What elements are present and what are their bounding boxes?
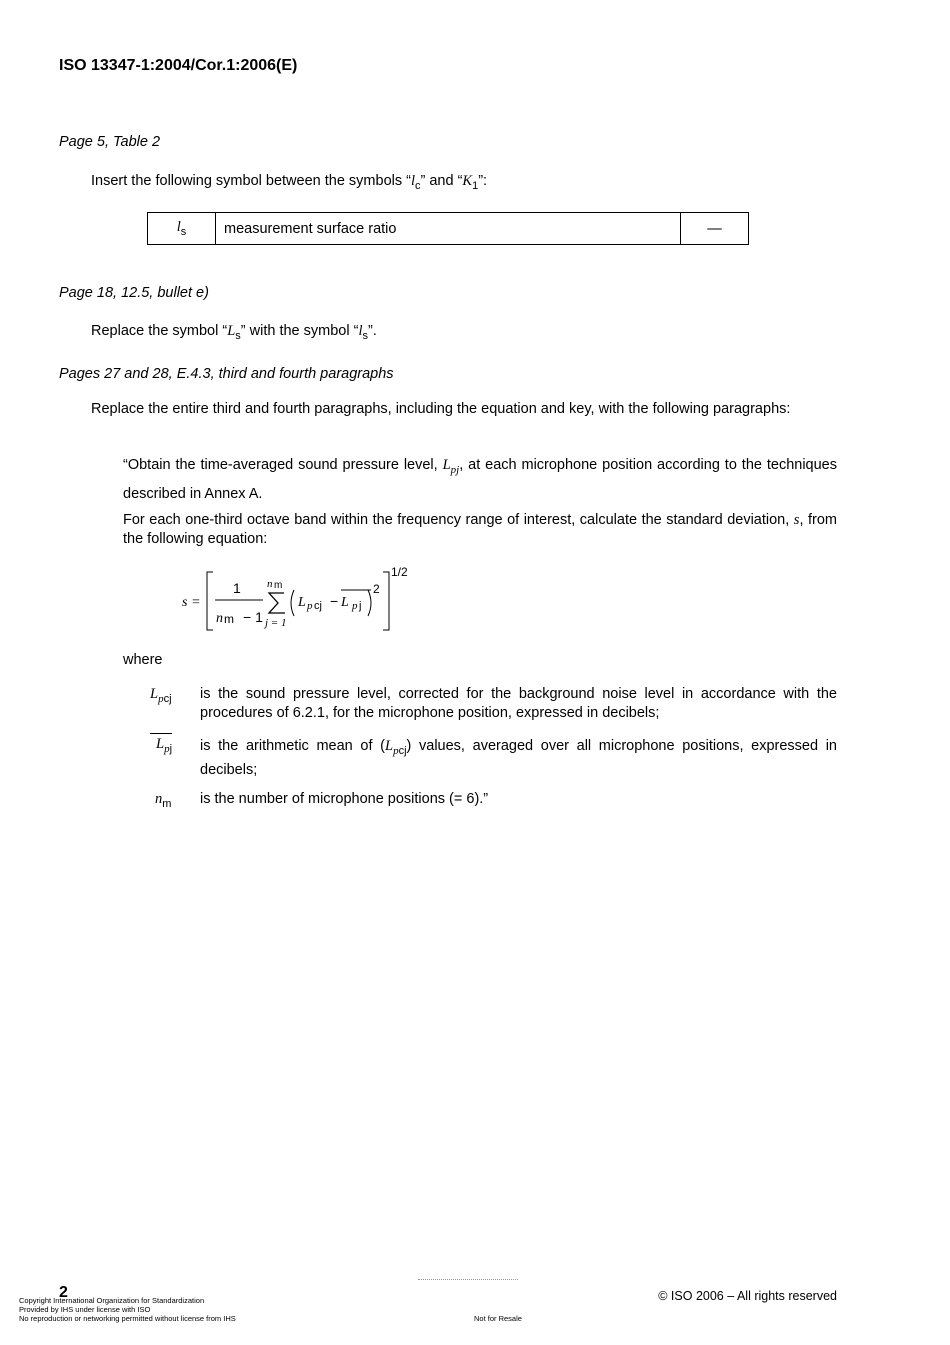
symbol-sub: pj [450,464,460,476]
page-number: 2 [59,1284,68,1301]
paragraph-text: , at each microphone position according to the techniques described in Annex A. [123,457,837,502]
key-description-lpj-mean [200,737,837,780]
key-description-lpcj: is the sound pressure level, corrected for the background noise level in accordance with the procedures of 6.2.1, for the microphone position, expressed in decibels; [200,686,837,721]
description-text: ) values, averaged over all microphone positions, expressed in decibels; [200,738,837,778]
symbol-sub: cj [398,745,407,757]
symbol-text: L [150,686,159,702]
symbol-sub: p [158,693,164,705]
symbol-l-pj: L [442,457,451,473]
symbol-sub: s [235,330,241,342]
eq-denominator-rest: − 1 [243,609,263,625]
copyright-notice: © ISO 2006 – All rights reserved [658,1289,837,1303]
table-row [148,213,749,245]
symbol-text: n [155,791,163,807]
description-text: is the arithmetic mean of ( [200,738,385,754]
symbol-text: L [385,738,394,754]
where-label: where [123,652,163,668]
symbol-new: l [358,323,363,339]
eq-term-l2: L [341,595,349,610]
eq-lhs: s [182,595,188,610]
eq-minus: − [330,593,339,609]
key-description-nm: is the number of microphone positions (= 6).” [200,791,489,807]
key-symbol-lpcj [150,686,190,705]
license-line: No reproduction or networking permitted without license from IHS [19,1314,236,1323]
eq-equals: = [192,595,200,610]
key-symbol-lpj-mean [150,736,190,755]
table-cell-meaning: measurement surface ratio [216,213,681,245]
license-line: Provided by IHS under license with ISO [19,1305,151,1314]
instruction-text: Replace the symbol “ [91,323,228,339]
symbol-old: L [227,323,236,339]
replace-symbol-instruction [91,323,377,342]
symbol-k: K [462,173,473,189]
symbol-text: l [176,219,181,235]
paragraph-text: “Obtain the time-averaged sound pressure level, [123,457,443,473]
instruction-text: ” and “ [420,173,463,189]
eq-term-l2-sub-i: p [352,600,358,612]
section-heading-e-4-3: Pages 27 and 28, E.4.3, third and fourth paragraphs [59,366,394,382]
eq-denominator-sub: m [224,612,234,626]
left-paren [291,590,294,616]
symbol-sub: s [362,330,368,342]
paragraph-standard-deviation [123,511,837,549]
document-header: ISO 13347-1:2004/Cor.1:2006(E) [59,57,298,74]
eq-inner-exp: 2 [373,582,380,596]
license-footer [19,1296,236,1323]
paragraph-text: , from the following equation: [123,512,838,547]
symbol-sub: c [415,180,421,192]
eq-numerator: 1 [233,580,241,596]
not-for-resale: Not for Resale [474,1314,522,1323]
replace-paragraphs-intro: Replace the entire third and fourth paragraphs, including the equation and key, with the following paragraphs: [91,401,791,417]
symbol-sub: s [180,226,187,238]
paragraph-obtain-level [123,453,837,506]
table-cell-unit: — [681,213,749,245]
eq-sum-lower: j = 1 [265,617,287,629]
insert-instruction [91,173,487,192]
key-symbol-nm [155,791,195,810]
eq-outer-exp: 1/2 [391,565,408,579]
section-heading-table2: Page 5, Table 2 [59,134,161,150]
symbol-l: l [410,173,415,189]
eq-term-l1-sub-i: p [307,600,313,612]
sigma-icon [269,593,285,613]
eq-sum-upper: n [267,578,273,590]
instruction-text: ”. [367,323,377,339]
eq-term-l1-sub: cj [314,600,322,612]
section-heading-12-5: Page 18, 12.5, bullet e) [59,285,209,301]
symbol-sub: 1 [472,180,479,192]
eq-term-l2-sub: j [359,600,362,612]
right-bracket [383,572,389,630]
symbol-sub: cj [163,693,172,705]
symbol-s: s [793,512,800,528]
symbol-text: L [156,736,165,752]
instruction-text: ”: [478,173,488,189]
eq-denominator-var: n [216,611,223,626]
instruction-text: ” with the symbol “ [240,323,359,339]
inserted-symbol-table [147,212,749,245]
right-paren [368,590,371,616]
symbol-sub: p [164,743,170,755]
table-cell-symbol [148,213,216,245]
symbol-sub: j [169,743,173,755]
paragraph-text: For each one-third octave band within the frequency range of interest, calculate the standard deviation, [123,512,794,528]
eq-sum-upper-sub: m [274,580,283,591]
instruction-text: Insert the following symbol between the symbols “ [91,173,411,189]
symbol-sub: m [162,798,172,810]
eq-term-l1: L [298,595,306,610]
license-line: Copyright International Organization for Standardization [19,1296,205,1305]
symbol-sub: p [393,745,399,757]
standard-deviation-equation [175,560,425,640]
dotted-divider [418,1279,518,1280]
left-bracket [207,572,213,630]
